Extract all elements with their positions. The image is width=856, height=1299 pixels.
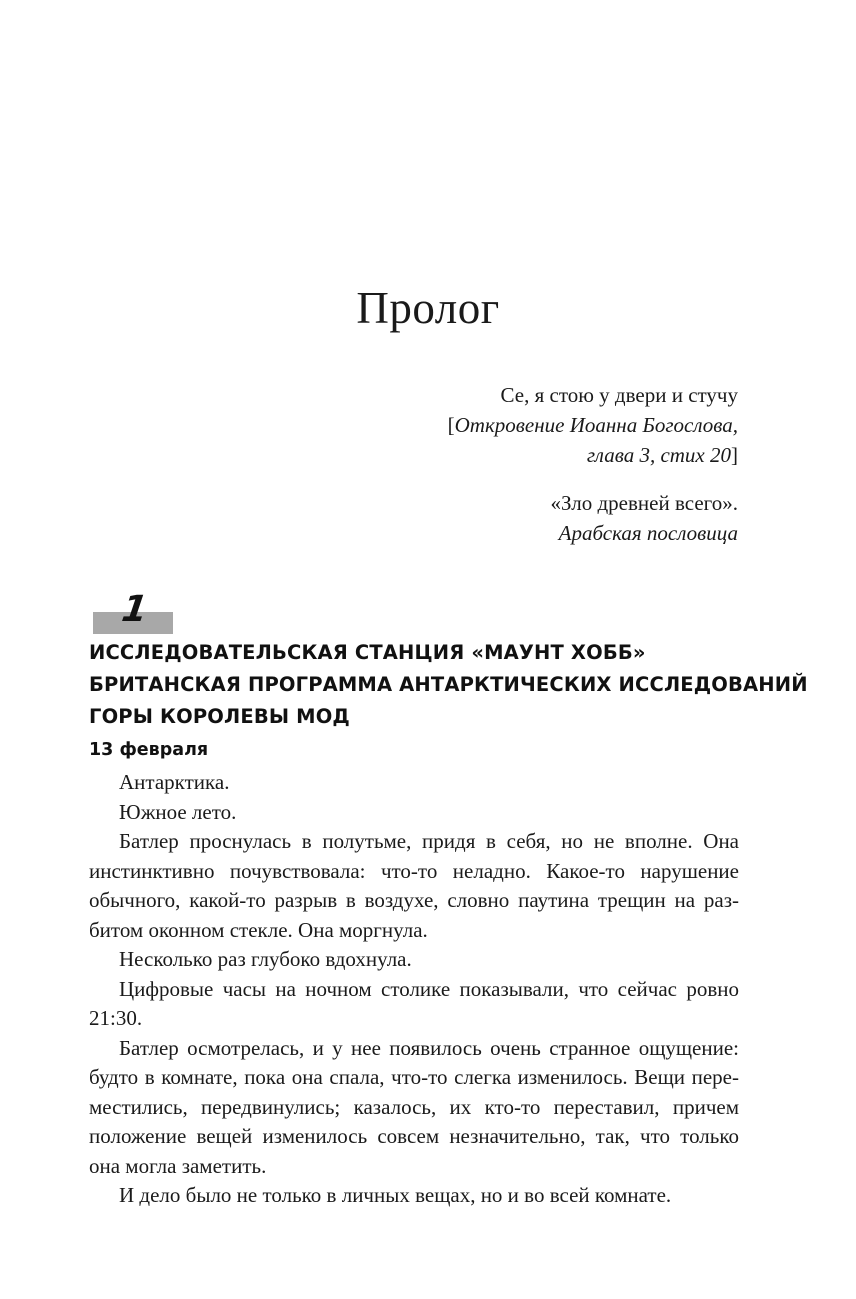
text-line: Цифровые часы на ночном столике показывали, что сейчас ровно (119, 976, 739, 1001)
text-line: она могла заметить. (89, 1153, 267, 1178)
epigraph-source-verse: глава 3, стих 20 (586, 443, 731, 467)
chapter-date: 13 февраля (89, 740, 209, 760)
text-line: 21:30. (89, 1006, 143, 1030)
prologue-title: Пролог (356, 283, 500, 333)
text-line: Батлер проснулась в полутьме, придя в себя, но не вполне. Она (119, 829, 739, 853)
epigraph-source: Откровение Иоанна Богослова, (454, 413, 738, 437)
text-line: будто в комнате, пока она спала, что-то слегка изменилось. Вещи пере- (89, 1065, 739, 1089)
text-line: положение вещей изменилось совсем незначительно, так, что только (89, 1124, 739, 1148)
epigraph-quote: Се, я стою у двери и стучу (500, 383, 738, 407)
chapter-body-text (89, 768, 739, 1211)
chapter-number: 1 (119, 589, 151, 630)
chapter-heading-program: БРИТАНСКАЯ ПРОГРАММА АНТАРКТИЧЕСКИХ ИССЛЕДОВАНИЙ (89, 673, 808, 696)
text-line: Южное лето. (119, 799, 237, 824)
epigraph-scripture (448, 380, 738, 470)
chapter-heading-region: ГОРЫ КОРОЛЕВЫ МОД (89, 705, 350, 728)
text-line: Батлер осмотрелась, и у нее появилось очень странное ощущение: (119, 1035, 739, 1060)
epigraph-source-line (551, 518, 738, 548)
text-line: битом оконном стекле. Она моргнула. (89, 917, 428, 942)
text-line: местились, передвинулись; казалось, их кто-то переставил, причем (89, 1094, 739, 1119)
text-line: инстинктивно почувствовала: что-то неладно. Какое-то нарушение (89, 858, 739, 883)
epigraph-source: Арабская пословица (558, 521, 738, 545)
epigraph-proverb (551, 488, 738, 548)
text-line: Несколько раз глубоко вдохнула. (119, 947, 412, 971)
text-line: Антарктика. (119, 770, 230, 794)
text-line: обычного, какой-то разрыв в воздухе, словно паутина трещин на раз- (89, 888, 739, 912)
bracket-close: ] (731, 443, 738, 467)
bracket-open: [ (447, 413, 455, 437)
text-line: И дело было не только в личных вещах, но и во всей комнате. (119, 1183, 672, 1207)
epigraph-source-line (448, 440, 738, 470)
epigraph-quote: «Зло древней всего». (550, 491, 738, 515)
chapter-heading-location: ИССЛЕДОВАТЕЛЬСКАЯ СТАНЦИЯ «МАУНТ ХОББ» (89, 641, 646, 664)
epigraph-source-line (448, 410, 738, 440)
